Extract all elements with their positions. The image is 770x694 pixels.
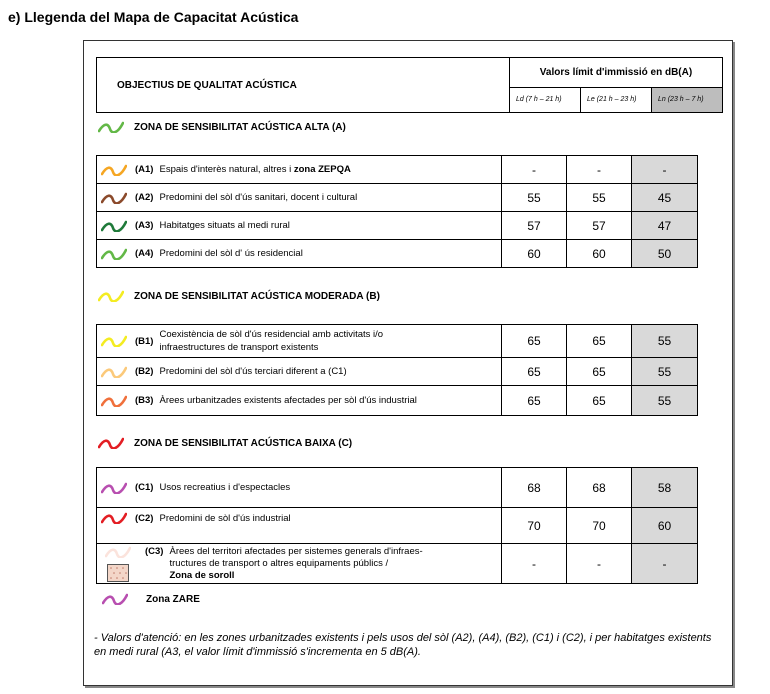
header-table [96, 57, 723, 113]
b2-ld: 65 [502, 358, 567, 386]
row-a1: (A1) Espais d'interès natural, altres i zona ZEPQA [97, 156, 502, 184]
attention-note: - Valors d'atenció: en les zones urbanitzades existents i pels usos del sòl (A2), (A4), (B2), (C1) i (C2), i per habitatges existents en medi rural (A3, el valor límit d'immissió s'incrementa en 5 dB(A). [94, 632, 712, 658]
row-c1: (C1) Usos recreatius i d'espectacles [97, 468, 502, 508]
row-b2: (B2) Predomini del sòl d'ús terciari diferent a (C1) [97, 358, 502, 386]
zone-b-heading [98, 290, 380, 302]
a2-squiggle-icon [101, 192, 127, 204]
zone-b-title: ZONA DE SENSIBILITAT ACÚSTICA MODERADA (B) [134, 290, 380, 302]
ln-header: Ln (23 h – 7 h) [652, 87, 723, 112]
c1-le: 68 [567, 468, 632, 508]
c2-ld: 70 [502, 508, 567, 544]
le-header: Le (21 h – 23 h) [581, 87, 652, 112]
b2-ln: 55 [632, 358, 698, 386]
a1-le: - [567, 156, 632, 184]
zone-b-table [96, 324, 698, 416]
c2-squiggle-icon [101, 512, 127, 524]
b2-le: 65 [567, 358, 632, 386]
zone-a-title: ZONA DE SENSIBILITAT ACÚSTICA ALTA (A) [134, 121, 346, 133]
b3-ln: 55 [632, 386, 698, 416]
a4-ld: 60 [502, 240, 567, 268]
a3-ld: 57 [502, 212, 567, 240]
b3-ld: 65 [502, 386, 567, 416]
b1-le: 65 [567, 325, 632, 358]
table-row [97, 358, 698, 386]
page-title: e) Llegenda del Mapa de Capacitat Acústica [8, 9, 299, 25]
zare-squiggle-icon [102, 593, 128, 605]
zone-c-heading [98, 437, 352, 449]
zone-c-table [96, 467, 698, 584]
a4-ln: 50 [632, 240, 698, 268]
objectius-header: OBJECTIUS DE QUALITAT ACÚSTICA [97, 58, 510, 113]
c3-ln: - [632, 544, 698, 584]
row-c2: (C2) Predomini de sòl d'ús industrial [97, 508, 502, 544]
a4-le: 60 [567, 240, 632, 268]
c1-squiggle-icon [101, 482, 127, 494]
zone-c-title: ZONA DE SENSIBILITAT ACÚSTICA BAIXA (C) [134, 437, 353, 449]
a1-ln: - [632, 156, 698, 184]
row-c3: (C3) Àrees del territori afectades per sistemes generals d'infraes- tructures de transport o altres equipaments públics / Zona de soroll [97, 544, 502, 584]
zone-c-squiggle-icon [98, 437, 124, 449]
zare-item [102, 593, 200, 605]
table-row [97, 386, 698, 416]
b1-ln: 55 [632, 325, 698, 358]
b3-squiggle-icon [101, 395, 127, 407]
row-b1: (B1) Coexistència de sòl d'ús residencial amb activitats i/o infraestructures de transport existents [97, 325, 502, 358]
zone-b-squiggle-icon [98, 290, 124, 302]
c3-le: - [567, 544, 632, 584]
c3-squiggle-icon [105, 546, 131, 558]
table-row [97, 468, 698, 508]
zare-label: Zona ZARE [146, 593, 200, 605]
b2-squiggle-icon [101, 366, 127, 378]
table-row [97, 325, 698, 358]
table-row [97, 508, 698, 544]
b1-squiggle-icon [101, 335, 127, 347]
row-a3: (A3) Habitatges situats al medi rural [97, 212, 502, 240]
row-b3: (B3) Àrees urbanitzades existents afectades per sòl d'ús industrial [97, 386, 502, 416]
c1-ln: 58 [632, 468, 698, 508]
ld-header: Ld (7 h – 21 h) [510, 87, 581, 112]
row-a2: (A2) Predomini del sòl d'ús sanitari, docent i cultural [97, 184, 502, 212]
legend-frame [83, 40, 733, 686]
table-row [97, 212, 698, 240]
a2-ln: 45 [632, 184, 698, 212]
c2-ln: 60 [632, 508, 698, 544]
soroll-pattern-icon [107, 564, 129, 582]
b3-le: 65 [567, 386, 632, 416]
zone-a-heading [98, 121, 346, 133]
b1-ld: 65 [502, 325, 567, 358]
c2-le: 70 [567, 508, 632, 544]
zone-a-table [96, 155, 698, 268]
table-row [97, 240, 698, 268]
valors-header: Valors límit d'immissió en dB(A) [510, 58, 723, 88]
a3-squiggle-icon [101, 220, 127, 232]
a4-squiggle-icon [101, 248, 127, 260]
a1-squiggle-icon [101, 164, 127, 176]
c3-ld: - [502, 544, 567, 584]
zone-a-squiggle-icon [98, 121, 124, 133]
a3-le: 57 [567, 212, 632, 240]
c1-ld: 68 [502, 468, 567, 508]
a3-ln: 47 [632, 212, 698, 240]
table-row [97, 544, 698, 584]
a2-ld: 55 [502, 184, 567, 212]
a2-le: 55 [567, 184, 632, 212]
row-a4: (A4) Predomini del sòl d' ús residencial [97, 240, 502, 268]
a1-ld: - [502, 156, 567, 184]
table-row [97, 156, 698, 184]
table-row [97, 184, 698, 212]
